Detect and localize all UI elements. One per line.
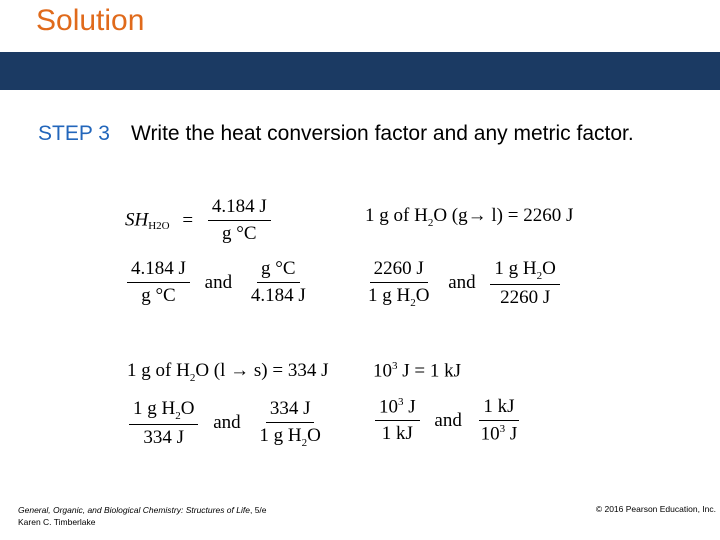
numerator-exponent: 3 — [398, 396, 404, 408]
equation-base: 10 — [373, 360, 392, 382]
fraction-numerator — [490, 258, 559, 285]
and-label: and — [204, 271, 233, 293]
footer-citation — [18, 504, 267, 528]
equals-sign: = — [182, 209, 194, 231]
fraction-denominator: 1 kJ — [381, 423, 413, 445]
conversion-factor — [247, 258, 310, 307]
conversion-factor — [255, 398, 324, 449]
denominator-text: 1 g H — [368, 285, 411, 306]
fraction-numerator: 2260 J — [370, 258, 428, 283]
arrow-icon: → — [230, 360, 250, 381]
denominator-text: 1 g H — [259, 425, 302, 446]
numerator-text: J — [403, 396, 416, 418]
book-title: General, Organic, and Biological Chemistry: Structures of Life — [18, 505, 250, 515]
vaporization-factors — [362, 258, 562, 309]
fraction-denominator: 334 J — [143, 426, 185, 448]
equation-right: s) = 334 J — [249, 360, 329, 381]
step-text: Write the heat conversion factor and any metric factor. — [131, 122, 634, 145]
equation-mid: O (l — [195, 360, 231, 381]
vaporization-equation — [365, 205, 573, 229]
fraction-denominator: g °C — [222, 223, 257, 244]
equation-rest: J = 1 kJ — [397, 360, 462, 382]
fusion-factors — [127, 398, 327, 449]
conversion-factor — [490, 258, 559, 309]
header-band — [0, 52, 720, 90]
denominator-text: O — [307, 425, 321, 446]
conversion-factor — [364, 258, 433, 309]
fraction-denominator: g °C — [141, 285, 176, 306]
numerator-text: O — [542, 258, 556, 279]
denominator-text: O — [415, 285, 430, 306]
numerator-text: 1 g H — [133, 398, 176, 419]
numerator-subscript: 2 — [536, 269, 543, 282]
conversion-factor — [477, 396, 522, 445]
specific-heat-equation — [125, 196, 273, 245]
numerator-subscript: 2 — [175, 409, 181, 422]
fraction-denominator — [255, 423, 324, 449]
and-label: and — [213, 412, 241, 434]
specific-heat-symbol: SH — [125, 209, 149, 231]
specific-heat-factors — [125, 258, 312, 307]
equation-left: 1 g of H — [127, 360, 190, 381]
fraction-numerator — [375, 396, 420, 421]
denominator-text: J — [505, 423, 518, 445]
fraction-numerator: 334 J — [266, 398, 315, 423]
equation-subscript: 2 — [189, 371, 196, 384]
and-label: and — [434, 409, 462, 431]
conversion-factor — [375, 396, 420, 445]
denominator-subscript: 2 — [301, 436, 308, 449]
metric-equation — [373, 360, 461, 382]
fraction-numerator: 4.184 J — [127, 258, 190, 283]
fraction-denominator — [477, 421, 522, 445]
fraction-denominator — [364, 283, 433, 309]
denominator-subscript: 2 — [410, 296, 416, 309]
numerator-text: 10 — [379, 396, 398, 418]
book-edition: , 5/e — [249, 505, 267, 515]
slide-title: Solution — [36, 4, 145, 37]
fusion-equation — [127, 360, 328, 384]
specific-heat-fraction — [208, 196, 271, 245]
denominator-text: 10 — [480, 423, 500, 445]
and-label: and — [448, 272, 476, 294]
conversion-factor — [129, 398, 198, 449]
fraction-numerator: 1 kJ — [479, 396, 518, 421]
equation-left: 1 g of H — [365, 205, 428, 226]
numerator-text: 1 g H — [494, 258, 537, 279]
footer-copyright: © 2016 Pearson Education, Inc. — [595, 504, 716, 514]
arrow-icon: → — [467, 205, 487, 226]
fraction-numerator: 4.184 J — [208, 196, 271, 221]
numerator-text: O — [180, 398, 195, 419]
book-author: Karen C. Timberlake — [18, 517, 96, 527]
equation-mid: O (g — [433, 205, 468, 226]
step-label: STEP 3 — [38, 122, 110, 145]
fraction-denominator: 2260 J — [500, 286, 551, 308]
fraction-numerator: g °C — [257, 258, 300, 283]
denominator-exponent: 3 — [499, 423, 506, 435]
metric-factors — [373, 396, 523, 445]
fraction-denominator: 4.184 J — [250, 285, 306, 306]
fraction-numerator — [129, 398, 198, 425]
conversion-factor — [127, 258, 190, 307]
specific-heat-subscript: H2O — [148, 219, 170, 232]
equation-subscript: 2 — [427, 216, 434, 229]
equation-exponent: 3 — [392, 360, 398, 372]
equation-right: l) = 2260 J — [486, 205, 574, 226]
